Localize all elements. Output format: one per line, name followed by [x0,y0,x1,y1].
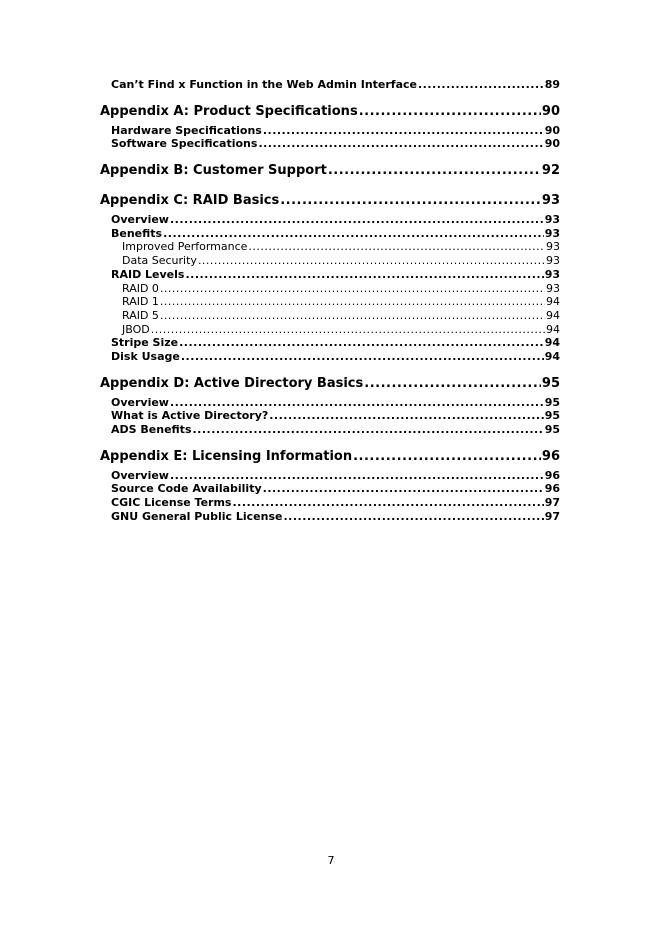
toc-section-page: 95 [541,375,560,391]
toc-section-appendix-d[interactable] [100,376,560,394]
toc-section-appendix-e[interactable] [100,449,560,467]
toc-entry-cgic-license-terms[interactable] [100,496,560,510]
toc-entry-overview[interactable] [100,469,560,483]
dot-leader [160,282,545,295]
toc-section-title: Appendix C: RAID Basics [100,193,280,209]
toc-entry-title: Data Security [122,254,197,268]
toc-entry-title: GNU General Public License [111,509,283,523]
toc-subentry-raid-5[interactable] [100,309,560,323]
toc-subentry-jbod[interactable] [100,323,560,337]
toc-section-title: Appendix B: Customer Support [100,163,327,179]
toc-entry-title: RAID 1 [122,295,159,309]
toc-entry-page: 95 [544,395,560,409]
dot-leader [185,268,543,281]
toc-entry-what-is-active-directory[interactable] [100,409,560,423]
toc-section-page: 93 [541,193,560,209]
toc-entry-title: RAID Levels [111,267,185,281]
dot-leader [283,510,543,523]
dot-leader [364,376,541,391]
toc-entry-title: Overview [111,395,169,409]
toc-entry-title: Stripe Size [111,336,179,350]
toc-entry-title: Can’t Find x Function in the Web Admin Interface [111,78,417,91]
dot-leader [181,350,544,363]
dot-leader [269,409,543,422]
toc-entry-title: ADS Benefits [111,423,192,436]
dot-leader [163,227,544,240]
toc-entry-page: 94 [546,295,560,309]
dot-leader [263,482,544,495]
toc-entry-title: What is Active Directory? [111,409,269,423]
toc-entry-page: 93 [544,226,560,240]
toc-entry-page: 96 [544,468,560,482]
toc-section-page: 90 [541,103,560,119]
toc-entry-page: 94 [546,322,560,336]
toc-section-title: Appendix E: Licensing Information [100,448,353,464]
toc-entry-title: RAID 0 [122,281,159,295]
toc-entry-title: CGIC License Terms [111,496,232,510]
dot-leader [198,254,545,267]
toc-entry-page: 97 [544,509,560,523]
dot-leader [170,469,544,482]
toc-entry-stripe-size[interactable] [100,336,560,350]
toc-entry-hardware-specifications[interactable] [100,124,560,138]
dot-leader [232,496,543,509]
toc-section-page: 96 [541,448,560,464]
dot-leader [160,295,545,308]
toc-subentry-raid-1[interactable] [100,295,560,309]
toc-entry-page: 93 [546,254,560,268]
toc-entry-overview[interactable] [100,396,560,410]
toc-entry-page: 94 [544,336,560,350]
dot-leader [280,193,541,208]
toc-section-appendix-c[interactable] [100,193,560,211]
toc-entry-overview[interactable] [100,213,560,227]
toc-entry-title: Overview [111,468,169,482]
toc-entry-page: 90 [544,137,560,151]
dot-leader [160,309,545,322]
page-number: 7 [327,854,335,867]
toc-entry-title: Improved Performance [122,240,248,254]
toc-entry-lead[interactable] [100,78,560,92]
toc-entry-title: Disk Usage [111,349,180,363]
toc-entry-page: 94 [544,349,560,363]
toc-entry-disk-usage[interactable] [100,350,560,364]
dot-leader [248,240,545,253]
dot-leader [151,323,545,336]
toc-entry-page: 93 [544,267,560,281]
toc-entry-ads-benefits[interactable] [100,423,560,437]
toc-section-page: 92 [541,163,560,179]
toc-entry-page: 93 [546,240,560,254]
toc-entry-page: 93 [544,213,560,227]
toc-section-title: Appendix A: Product Specifications [100,103,358,119]
toc-entry-title: Benefits [111,226,163,240]
toc-subentry-data-security[interactable] [100,254,560,268]
dot-leader [170,213,544,226]
toc-entry-page: 89 [544,78,560,91]
toc-section-appendix-b[interactable] [100,163,560,181]
toc-entry-title: Overview [111,213,169,227]
toc-subentry-improved-performance[interactable] [100,240,560,254]
toc-entry-title: Software Specifications [111,137,258,151]
dot-leader [170,396,544,409]
toc-entry-benefits[interactable] [100,227,560,241]
toc-entry-page: 90 [544,123,560,137]
toc-entry-page: 96 [544,482,560,496]
toc-section-title: Appendix D: Active Directory Basics [100,375,364,391]
toc-section-appendix-a[interactable] [100,104,560,122]
toc-entry-title: Source Code Availability [111,482,262,496]
dot-leader [179,336,544,349]
dot-leader [328,163,541,178]
toc-entry-raid-levels[interactable] [100,268,560,282]
dot-leader [418,78,544,91]
dot-leader [263,124,544,137]
toc-entry-page: 93 [546,281,560,295]
toc-subentry-raid-0[interactable] [100,282,560,296]
toc-entry-source-code-availability[interactable] [100,482,560,496]
toc-entry-title: JBOD [122,322,150,336]
dot-leader [193,423,544,436]
table-of-contents [100,78,560,523]
toc-entry-gnu-general-public-license[interactable] [100,510,560,524]
toc-entry-title: RAID 5 [122,308,159,322]
toc-entry-title: Hardware Specifications [111,123,262,137]
dot-leader [359,104,541,119]
toc-entry-software-specifications[interactable] [100,137,560,151]
dot-leader [258,137,543,150]
toc-entry-page: 95 [544,409,560,423]
toc-entry-page: 97 [544,496,560,510]
toc-entry-page: 94 [546,308,560,322]
toc-entry-page: 95 [544,423,560,436]
dot-leader [353,449,541,464]
